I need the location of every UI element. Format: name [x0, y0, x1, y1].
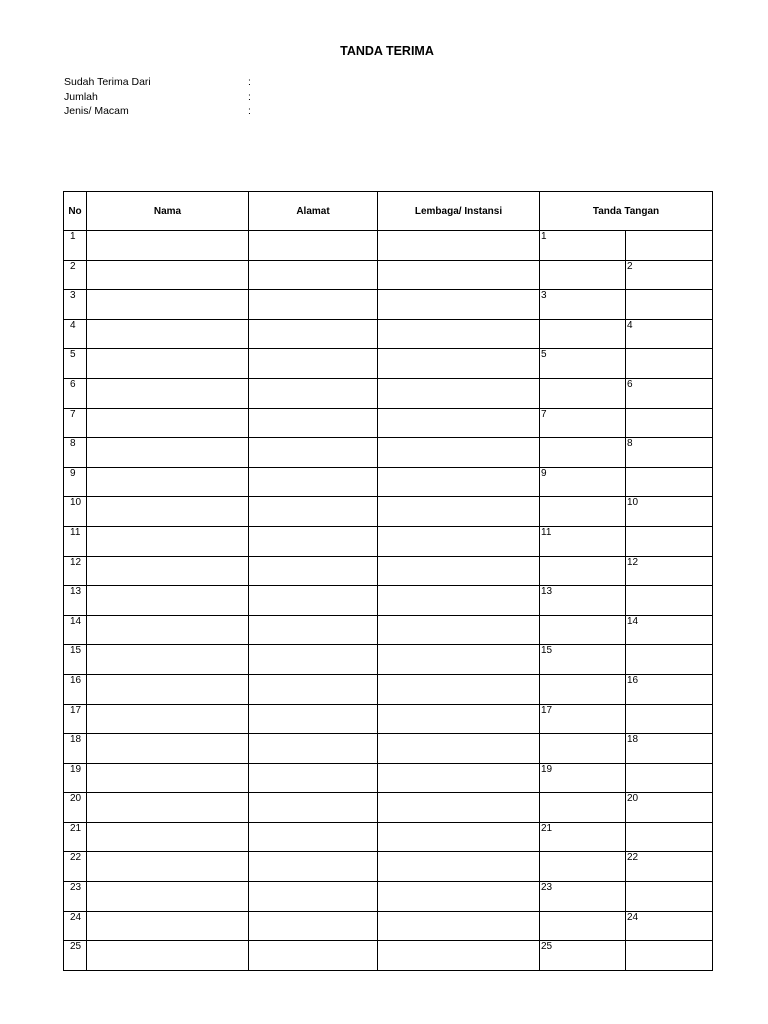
cell-lembaga-instansi: [378, 852, 540, 882]
cell-tanda-tangan-left: 13: [540, 586, 626, 616]
table-row: [64, 911, 713, 941]
cell-lembaga-instansi: [378, 438, 540, 468]
cell-tanda-tangan-left: 7: [540, 408, 626, 438]
cell-nama: [87, 438, 249, 468]
cell-alamat: [249, 704, 378, 734]
cell-alamat: [249, 497, 378, 527]
table-row: [64, 526, 713, 556]
cell-tanda-tangan-right: 24: [626, 911, 713, 941]
header-nama: Nama: [87, 192, 249, 231]
cell-lembaga-instansi: [378, 260, 540, 290]
cell-tanda-tangan-left: [540, 852, 626, 882]
cell-lembaga-instansi: [378, 763, 540, 793]
header-lembaga-instansi: Lembaga/ Instansi: [378, 192, 540, 231]
cell-alamat: [249, 378, 378, 408]
table-row: [64, 319, 713, 349]
info-colon: :: [248, 105, 251, 117]
cell-tanda-tangan-left: [540, 674, 626, 704]
cell-tanda-tangan-right: [626, 408, 713, 438]
cell-tanda-tangan-right: 18: [626, 734, 713, 764]
header-alamat: Alamat: [249, 192, 378, 231]
cell-no: 10: [64, 497, 87, 527]
cell-alamat: [249, 231, 378, 261]
cell-lembaga-instansi: [378, 408, 540, 438]
cell-tanda-tangan-left: 9: [540, 467, 626, 497]
table-row: [64, 763, 713, 793]
table-row: [64, 467, 713, 497]
cell-tanda-tangan-left: 19: [540, 763, 626, 793]
table-row: [64, 852, 713, 882]
cell-nama: [87, 674, 249, 704]
cell-lembaga-instansi: [378, 467, 540, 497]
cell-alamat: [249, 408, 378, 438]
cell-tanda-tangan-left: [540, 615, 626, 645]
cell-no: 14: [64, 615, 87, 645]
cell-no: 25: [64, 941, 87, 971]
cell-tanda-tangan-left: [540, 378, 626, 408]
cell-alamat: [249, 911, 378, 941]
cell-tanda-tangan-right: [626, 290, 713, 320]
cell-tanda-tangan-right: [626, 882, 713, 912]
cell-lembaga-instansi: [378, 793, 540, 823]
cell-lembaga-instansi: [378, 526, 540, 556]
cell-alamat: [249, 349, 378, 379]
cell-lembaga-instansi: [378, 911, 540, 941]
cell-alamat: [249, 674, 378, 704]
cell-alamat: [249, 852, 378, 882]
cell-tanda-tangan-left: [540, 793, 626, 823]
cell-alamat: [249, 526, 378, 556]
cell-no: 22: [64, 852, 87, 882]
cell-no: 4: [64, 319, 87, 349]
cell-lembaga-instansi: [378, 822, 540, 852]
info-label: Jenis/ Macam: [64, 105, 129, 117]
cell-alamat: [249, 438, 378, 468]
cell-tanda-tangan-right: 12: [626, 556, 713, 586]
cell-tanda-tangan-right: [626, 941, 713, 971]
cell-tanda-tangan-left: 11: [540, 526, 626, 556]
cell-nama: [87, 882, 249, 912]
cell-tanda-tangan-right: 16: [626, 674, 713, 704]
cell-tanda-tangan-left: 1: [540, 231, 626, 261]
cell-no: 15: [64, 645, 87, 675]
cell-alamat: [249, 319, 378, 349]
cell-lembaga-instansi: [378, 378, 540, 408]
cell-lembaga-instansi: [378, 556, 540, 586]
cell-no: 3: [64, 290, 87, 320]
table-row: [64, 290, 713, 320]
info-colon: :: [248, 76, 251, 88]
cell-nama: [87, 467, 249, 497]
cell-nama: [87, 378, 249, 408]
cell-no: 8: [64, 438, 87, 468]
cell-alamat: [249, 793, 378, 823]
cell-no: 11: [64, 526, 87, 556]
cell-tanda-tangan-right: [626, 526, 713, 556]
cell-tanda-tangan-left: 25: [540, 941, 626, 971]
cell-tanda-tangan-left: 23: [540, 882, 626, 912]
table-row: [64, 704, 713, 734]
cell-alamat: [249, 290, 378, 320]
cell-no: 13: [64, 586, 87, 616]
cell-no: 1: [64, 231, 87, 261]
table-row: [64, 615, 713, 645]
receipt-table: [63, 191, 713, 971]
cell-alamat: [249, 556, 378, 586]
cell-tanda-tangan-right: 8: [626, 438, 713, 468]
cell-lembaga-instansi: [378, 319, 540, 349]
cell-lembaga-instansi: [378, 674, 540, 704]
cell-no: 7: [64, 408, 87, 438]
cell-tanda-tangan-right: 10: [626, 497, 713, 527]
cell-tanda-tangan-left: [540, 911, 626, 941]
header-no: No: [64, 192, 87, 231]
cell-no: 5: [64, 349, 87, 379]
table-row: [64, 408, 713, 438]
cell-lembaga-instansi: [378, 231, 540, 261]
cell-tanda-tangan-right: [626, 231, 713, 261]
cell-nama: [87, 941, 249, 971]
cell-tanda-tangan-right: [626, 645, 713, 675]
table-row: [64, 793, 713, 823]
cell-nama: [87, 497, 249, 527]
table-header-row: [64, 192, 713, 231]
cell-alamat: [249, 882, 378, 912]
cell-lembaga-instansi: [378, 645, 540, 675]
cell-nama: [87, 763, 249, 793]
cell-nama: [87, 526, 249, 556]
cell-alamat: [249, 467, 378, 497]
cell-lembaga-instansi: [378, 497, 540, 527]
cell-nama: [87, 290, 249, 320]
header-tanda-tangan: Tanda Tangan: [540, 192, 713, 231]
cell-nama: [87, 793, 249, 823]
cell-tanda-tangan-right: [626, 586, 713, 616]
cell-nama: [87, 615, 249, 645]
cell-tanda-tangan-right: 2: [626, 260, 713, 290]
table-row: [64, 231, 713, 261]
cell-no: 17: [64, 704, 87, 734]
cell-alamat: [249, 586, 378, 616]
cell-no: 16: [64, 674, 87, 704]
cell-no: 6: [64, 378, 87, 408]
cell-tanda-tangan-left: [540, 556, 626, 586]
table-row: [64, 497, 713, 527]
cell-lembaga-instansi: [378, 586, 540, 616]
document-title: TANDA TERIMA: [340, 44, 434, 58]
table-row: [64, 260, 713, 290]
cell-no: 18: [64, 734, 87, 764]
cell-lembaga-instansi: [378, 704, 540, 734]
cell-alamat: [249, 941, 378, 971]
cell-nama: [87, 911, 249, 941]
cell-nama: [87, 349, 249, 379]
table-row: [64, 349, 713, 379]
cell-alamat: [249, 763, 378, 793]
cell-no: 20: [64, 793, 87, 823]
cell-nama: [87, 260, 249, 290]
cell-tanda-tangan-right: 20: [626, 793, 713, 823]
cell-nama: [87, 319, 249, 349]
cell-lembaga-instansi: [378, 941, 540, 971]
table-body: [64, 231, 713, 971]
cell-tanda-tangan-left: 21: [540, 822, 626, 852]
cell-nama: [87, 822, 249, 852]
cell-nama: [87, 645, 249, 675]
table-row: [64, 882, 713, 912]
cell-no: 9: [64, 467, 87, 497]
table-row: [64, 438, 713, 468]
cell-tanda-tangan-right: [626, 349, 713, 379]
cell-no: 12: [64, 556, 87, 586]
cell-no: 23: [64, 882, 87, 912]
info-label: Jumlah: [64, 90, 98, 103]
cell-alamat: [249, 734, 378, 764]
cell-no: 24: [64, 911, 87, 941]
cell-lembaga-instansi: [378, 615, 540, 645]
cell-nama: [87, 586, 249, 616]
table-row: [64, 822, 713, 852]
cell-alamat: [249, 615, 378, 645]
cell-nama: [87, 408, 249, 438]
cell-tanda-tangan-right: [626, 822, 713, 852]
cell-tanda-tangan-left: 15: [540, 645, 626, 675]
cell-tanda-tangan-right: [626, 704, 713, 734]
cell-tanda-tangan-left: [540, 260, 626, 290]
table-row: [64, 734, 713, 764]
table-row: [64, 586, 713, 616]
cell-alamat: [249, 645, 378, 675]
table-row: [64, 556, 713, 586]
table-row: [64, 645, 713, 675]
cell-nama: [87, 704, 249, 734]
cell-tanda-tangan-right: [626, 763, 713, 793]
cell-no: 2: [64, 260, 87, 290]
info-label: Sudah Terima Dari: [64, 76, 151, 88]
cell-nama: [87, 556, 249, 586]
table-row: [64, 674, 713, 704]
cell-tanda-tangan-left: 5: [540, 349, 626, 379]
cell-tanda-tangan-left: 3: [540, 290, 626, 320]
cell-no: 19: [64, 763, 87, 793]
cell-tanda-tangan-left: 17: [540, 704, 626, 734]
cell-alamat: [249, 260, 378, 290]
cell-nama: [87, 734, 249, 764]
info-colon: :: [248, 90, 251, 103]
cell-tanda-tangan-left: [540, 319, 626, 349]
cell-tanda-tangan-left: [540, 734, 626, 764]
cell-nama: [87, 852, 249, 882]
cell-lembaga-instansi: [378, 734, 540, 764]
cell-lembaga-instansi: [378, 882, 540, 912]
table-row: [64, 941, 713, 971]
cell-tanda-tangan-right: 6: [626, 378, 713, 408]
cell-lembaga-instansi: [378, 290, 540, 320]
cell-tanda-tangan-left: [540, 497, 626, 527]
cell-tanda-tangan-right: 4: [626, 319, 713, 349]
cell-tanda-tangan-right: 14: [626, 615, 713, 645]
cell-tanda-tangan-right: [626, 467, 713, 497]
cell-tanda-tangan-right: 22: [626, 852, 713, 882]
cell-no: 21: [64, 822, 87, 852]
cell-tanda-tangan-left: [540, 438, 626, 468]
cell-nama: [87, 231, 249, 261]
cell-lembaga-instansi: [378, 349, 540, 379]
cell-alamat: [249, 822, 378, 852]
table-row: [64, 378, 713, 408]
